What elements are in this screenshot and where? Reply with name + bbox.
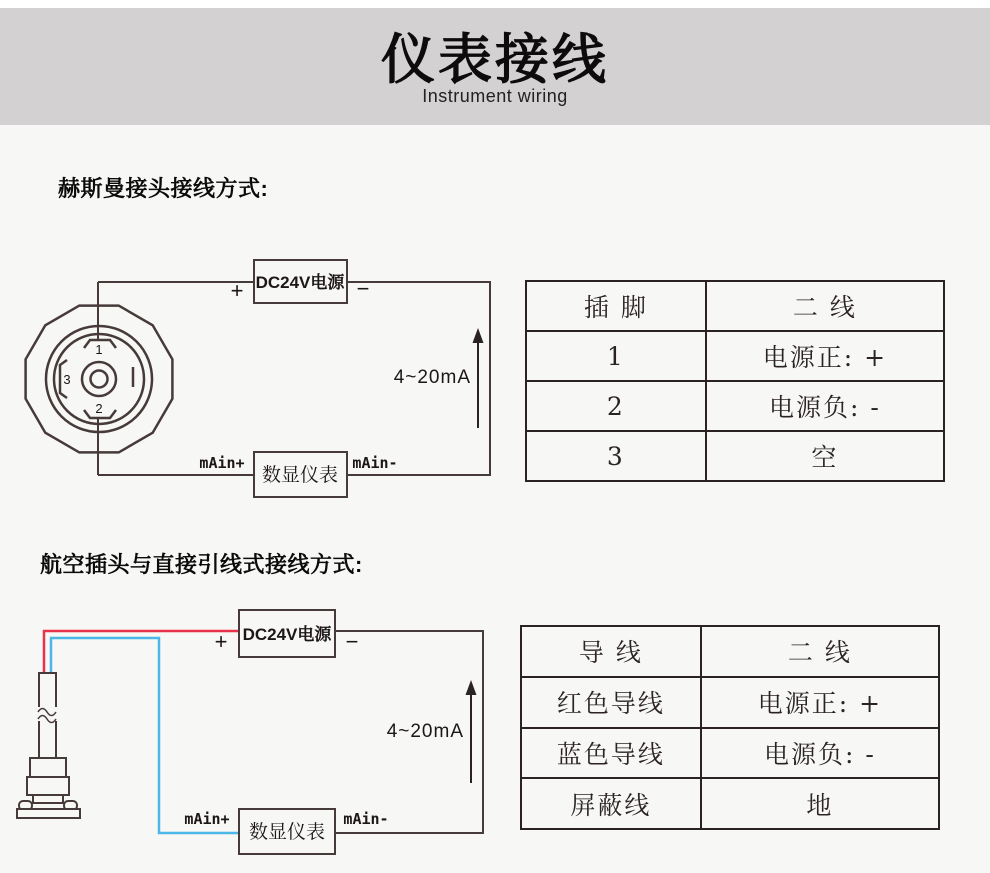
connector-center-ring [82,362,116,396]
meter-label: 数显仪表 [261,465,339,486]
table-header-row [526,281,944,331]
cell-power-negative: 电源负: - [706,381,944,431]
section2-heading: 航空插头与直接引线式接线方式: [40,552,363,577]
main-plus-label: mAin+ [184,810,230,828]
cell-ground: 地 [701,778,939,829]
plus-sign: + [230,278,244,303]
current-arrow [466,680,477,783]
current-range-label: 4~20mA [386,721,464,742]
header-cell-wire: 导 线 [521,626,701,677]
hirschmann-wiring-diagram [0,240,510,510]
pin3-label: 3 [63,372,71,387]
probe-base [17,809,80,818]
header-band [0,8,990,125]
table-row [521,778,939,829]
header-cell-pin: 插 脚 [526,281,706,331]
main-minus-label: mAin- [352,454,398,472]
cell-pin-3: 3 [526,431,706,481]
table-row [526,331,944,381]
plus-sign: + [214,629,228,654]
cell-shield-wire: 屏蔽线 [521,778,701,829]
main-plus-label: mAin+ [199,454,245,472]
header-cell-twowire: 二 线 [706,281,944,331]
cell-power-positive: 电源正: + [701,677,939,728]
arrow-head-icon [466,680,477,695]
power-supply-label: DC24V电源 [255,273,345,292]
pin-wiring-table [525,280,945,482]
minus-sign: − [345,629,359,654]
probe-neck [33,795,63,803]
current-arrow [473,328,484,428]
header-cell-twowire: 二 线 [701,626,939,677]
lead-wiring-table [520,625,940,830]
probe-upper-block [30,758,66,777]
table-row [521,677,939,728]
cell-red-wire: 红色导线 [521,677,701,728]
table-row [526,431,944,481]
cell-blue-wire: 蓝色导线 [521,728,701,779]
pin1-label: 1 [95,342,103,357]
table-row [526,381,944,431]
blue-lead-wire [51,638,239,833]
arrow-head-icon [473,328,484,343]
table-header-row [521,626,939,677]
meter-label: 数显仪表 [248,822,326,843]
table-row [521,728,939,779]
current-range-label: 4~20mA [393,367,471,388]
main-minus-label: mAin- [343,810,389,828]
cell-power-negative: 电源负: - [701,728,939,779]
power-supply-label: DC24V电源 [242,625,332,644]
direct-lead-wiring-diagram [0,595,510,873]
probe-hex-block [27,777,69,795]
minus-sign: − [356,276,370,301]
cell-power-positive: 电源正: + [706,331,944,381]
page-title: 仪表接线 [381,29,609,90]
cell-pin-2: 2 [526,381,706,431]
pin2-label: 2 [95,401,103,416]
section1-heading: 赫斯曼接头接线方式: [58,176,269,201]
pressure-sensor-probe [17,673,80,818]
cell-pin-1: 1 [526,331,706,381]
connector-center-hole [91,371,108,388]
cell-empty: 空 [706,431,944,481]
top-white-strip [0,0,990,8]
page-subtitle: Instrument wiring [422,86,568,107]
